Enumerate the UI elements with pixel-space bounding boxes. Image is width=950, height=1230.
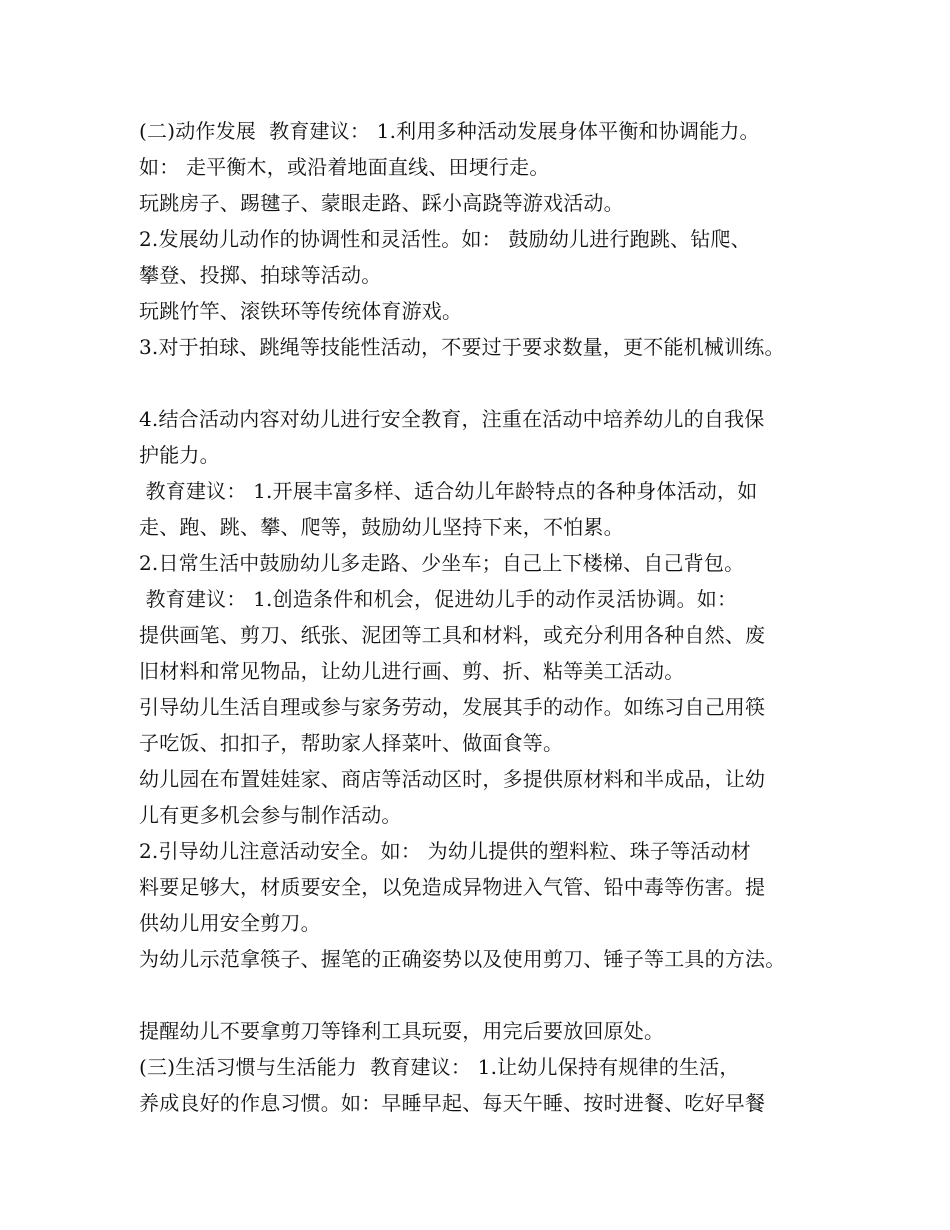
text-line: 教育建议： 1.开展丰富多样、适合幼儿年龄特点的各种身体活动，如 — [139, 479, 758, 503]
text-line: 旧材料和常见物品，让幼儿进行画、剪、折、粘等美工活动。 — [139, 659, 685, 683]
text-line: 为幼儿示范拿筷子、握笔的正确姿势以及使用剪刀、锤子等工具的方法。 — [139, 947, 786, 971]
text-line: 玩跳房子、踢毽子、蒙眼走路、踩小高跷等游戏活动。 — [139, 191, 624, 215]
text-line: 幼儿园在布置娃娃家、商店等活动区时，多提供原材料和半成品，让幼 — [139, 767, 766, 791]
text-line: 2.日常生活中鼓励幼儿多走路、少坐车；自己上下楼梯、自己背包。 — [139, 551, 745, 575]
text-line: 供幼儿用安全剪刀。 — [139, 911, 321, 935]
text-line: 走、跑、跳、攀、爬等，鼓励幼儿坚持下来，不怕累。 — [139, 515, 624, 539]
text-line: (二)动作发展 教育建议： 1.利用多种活动发展身体平衡和协调能力。 — [139, 119, 760, 143]
text-line: 引导幼儿生活自理或参与家务劳动，发展其手的动作。如练习自己用筷 — [139, 695, 766, 719]
document-body — [139, 113, 839, 1121]
text-line: 子吃饭、扣扣子，帮助家人择菜叶、做面食等。 — [139, 731, 564, 755]
text-line: 2.引导幼儿注意活动安全。如： 为幼儿提供的塑料粒、珠子等活动材 — [139, 839, 751, 863]
text-line: 3.对于拍球、跳绳等技能性活动，不要过于要求数量，更不能机械训练。 — [139, 335, 785, 359]
blank-line — [139, 977, 839, 1013]
text-line: 养成良好的作息习惯。如：早睡早起、每天午睡、按时进餐、吃好早餐 — [139, 1091, 766, 1115]
text-line: 4.结合活动内容对幼儿进行安全教育，注重在活动中培养幼儿的自我保 — [139, 407, 765, 431]
text-line: 攀登、投掷、拍球等活动。 — [139, 263, 382, 287]
text-line: 教育建议： 1.创造条件和机会，促进幼儿手的动作灵活协调。如： — [139, 587, 738, 611]
text-line: 料要足够大，材质要安全，以免造成异物进入气管、铅中毒等伤害。提 — [139, 875, 766, 899]
text-line: 玩跳竹竿、滚铁环等传统体育游戏。 — [139, 299, 463, 323]
text-line: 护能力。 — [139, 443, 220, 467]
blank-line — [139, 365, 839, 401]
text-line: 提醒幼儿不要拿剪刀等锋利工具玩耍，用完后要放回原处。 — [139, 1019, 665, 1043]
text-line: 提供画笔、剪刀、纸张、泥团等工具和材料，或充分利用各种自然、废 — [139, 623, 766, 647]
text-line: 2.发展幼儿动作的协调性和灵活性。如： 鼓励幼儿进行跑跳、钻爬、 — [139, 227, 751, 251]
text-line: 如： 走平衡木，或沿着地面直线、田埂行走。 — [139, 155, 550, 179]
text-line: 儿有更多机会参与制作活动。 — [139, 803, 402, 827]
text-line: (三)生活习惯与生活能力 教育建议： 1.让幼儿保持有规律的生活， — [139, 1055, 740, 1079]
